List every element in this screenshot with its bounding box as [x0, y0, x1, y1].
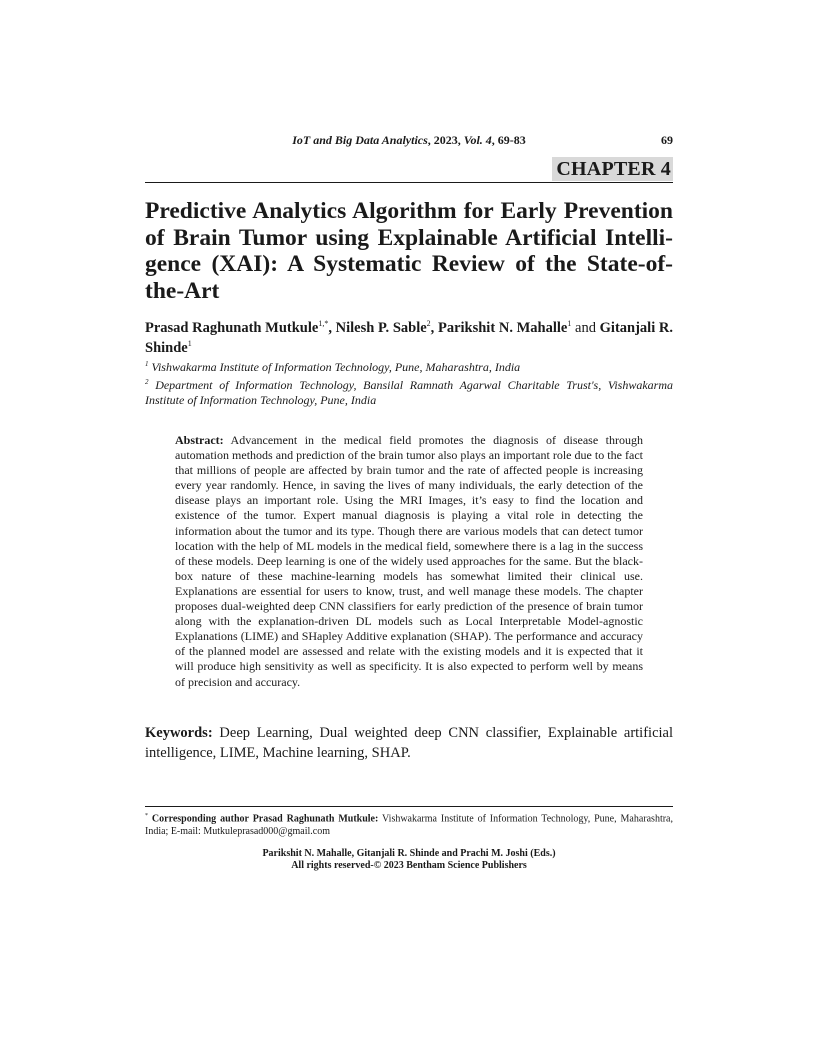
footnote-rule: [145, 806, 673, 807]
journal-volume: Vol. 4: [463, 133, 492, 147]
keywords-text: Deep Learning, Dual weighted deep CNN classifier, Explainable artificial intelligence, LIME, Machine learning, SHAP.: [145, 725, 673, 761]
author-separator: and: [571, 320, 600, 336]
author-affil-mark: 1: [187, 339, 192, 349]
author-name: Nilesh P. Sable: [335, 320, 427, 336]
affiliation-1: [145, 357, 673, 375]
running-head: [145, 133, 673, 149]
journal-pages: , 69-83: [491, 133, 526, 147]
author-name: Prasad Raghunath Mutkule: [145, 320, 319, 336]
affiliation-mark: 1: [145, 360, 149, 368]
keywords-label: Keywords:: [145, 725, 213, 741]
chapter-label: CHAPTER 4: [552, 157, 673, 181]
affiliation-text: Vishwakarma Institute of Information Technology, Pune, Maharashtra, India: [151, 360, 521, 374]
page-number: 69: [661, 133, 673, 147]
affiliation-mark: 2: [145, 378, 149, 386]
author-affil-mark: 2: [426, 319, 431, 329]
chapter-rule: [145, 182, 673, 183]
editors-block: [145, 848, 673, 872]
author-separator: ,: [430, 320, 438, 336]
footnote-mark: *: [145, 813, 148, 819]
author-name: Parikshit N. Mahalle: [437, 320, 568, 336]
affiliation-2: [145, 375, 673, 408]
abstract-label: Abstract:: [175, 433, 224, 447]
author-list: [145, 318, 673, 358]
author-affil-mark: 1,*: [318, 319, 329, 329]
keywords: [145, 723, 673, 763]
rights-line: All rights reserved-© 2023 Bentham Science Publishers: [291, 860, 527, 871]
paper-title: Predictive Analytics Algorithm for Early Prevention of Brain Tumor using Explainable Artificial Intelli-gence (XAI): A Systematic Review of the State-of-the-Art: [145, 198, 673, 304]
abstract: [175, 433, 643, 690]
abstract-text: Advancement in the medical field promotes the diagnosis of disease through automation methods and prediction of the brain tumor also plays an important role due to the fact that millions of people are affected by brain tumor and the rate of affected people is increasing every year randomly. Hence, in saving the lives of many individuals, the early detection of the disease plays an important role. Using the MRI Images, it’s easy to find the location and existence of the tumor. Expert manual diagnosis is playing a vital role in detecting the information about the tumor and its type. Though there are various models that can detect tumor location with the help of ML models in the medical field, somewhere there is a lag in the success of these models. Deep learning is one of the widely used approaches for the same. But the black-box nature of these machine-learning models has somewhat limited their clinical use. Explanations are essential for users to know, trust, and well manage these models. The chapter proposes dual-weighted deep CNN classifiers for early prediction of the presence of brain tumor along with the explanation-driven DL models such as Local Interpretable Model-agnostic Explanations (LIME) and SHapley Additive explanation (SHAP). The performance and accuracy of the planned model are assessed and relate with the existing models and it is expected that it will produce high sensitivity as well as specificity. It is also expected to perform well by means of precision and accuracy.: [175, 433, 643, 689]
journal-name: IoT and Big Data Analytics: [292, 133, 428, 147]
footnote-label: Corresponding author Prasad Raghunath Mutkule:: [151, 813, 379, 825]
author-affil-mark: 1: [567, 319, 572, 329]
footnote: [145, 810, 673, 838]
journal-year: , 2023,: [427, 133, 464, 147]
running-head-citation: [145, 133, 673, 148]
footnote-text: Vishwakarma Institute of Information Technology, Pune, Maharashtra, India; E-mail: Mutkuleprasad000@gmail.com: [145, 813, 673, 838]
author-separator: ,: [328, 320, 336, 336]
affiliation-text: Department of Information Technology, Bansilal Ramnath Agarwal Charitable Trust's, Vishwakarma Institute of Information Technology, Pune, India: [145, 378, 674, 407]
editors-line: Parikshit N. Mahalle, Gitanjali R. Shinde and Prachi M. Joshi (Eds.): [262, 848, 556, 859]
author-name: Gitanjali R. Shinde: [145, 320, 674, 356]
